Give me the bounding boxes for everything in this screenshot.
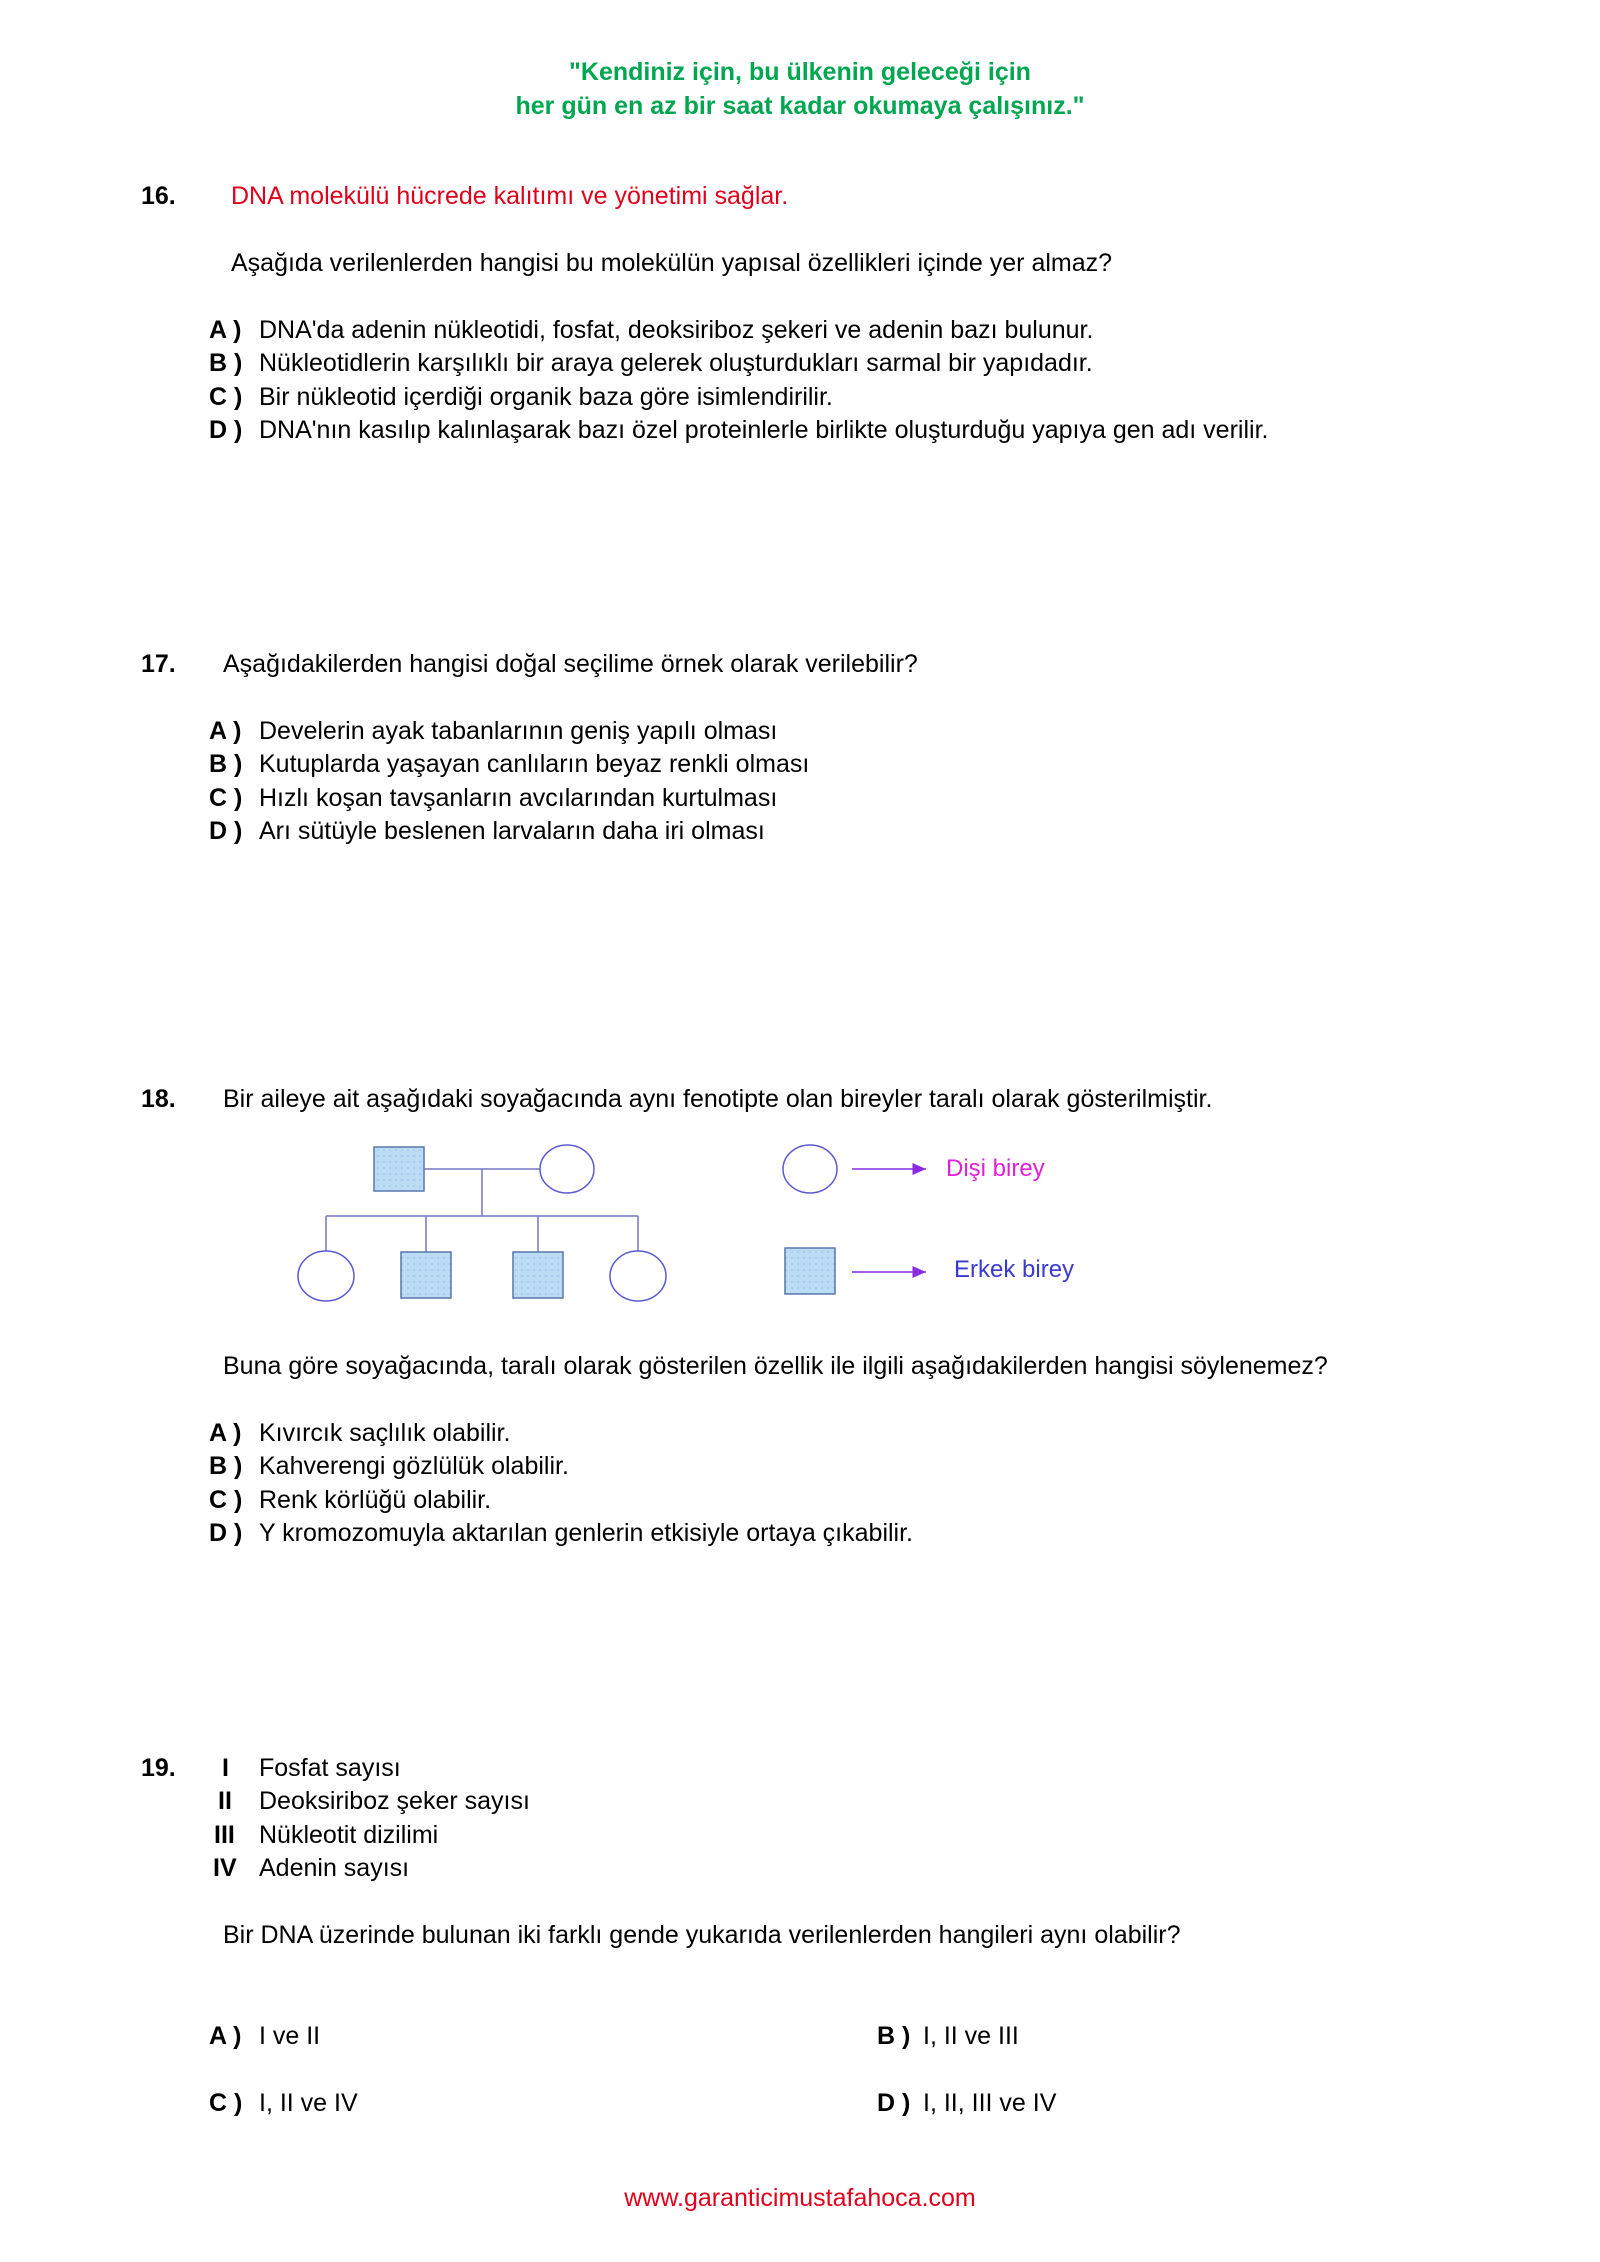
q19-item-3-text: Nükleotit dizilimi [259,1821,439,1849]
pedigree-mother-circle [540,1145,594,1193]
q18-option-b-letter[interactable]: B ) [209,1452,243,1480]
q19-option-b-letter[interactable]: B ) [877,2022,911,2050]
q17-option-d-text[interactable]: Arı sütüyle beslenen larvaların daha iri olması [259,817,765,845]
q17-option-a-text[interactable]: Develerin ayak tabanlarının geniş yapılı olması [259,717,778,745]
q16-option-c-text[interactable]: Bir nükleotid içerdiği organik baza göre isimlendirilir. [259,383,833,411]
pedigree-father-affected-square [374,1147,424,1191]
header-quote-line-1: "Kendiniz için, bu ülkenin geleceği için [569,58,1031,86]
q17-option-b-text[interactable]: Kutuplarda yaşayan canlıların beyaz renkli olması [259,750,810,778]
pedigree-child-2-affected-male-square [401,1252,451,1298]
pedigree-child-1-female-circle [298,1251,354,1301]
q19-item-3-roman: III [214,1821,235,1849]
question-19-number: 19. [141,1754,176,1782]
q18-option-c-letter[interactable]: C ) [209,1486,243,1514]
q19-option-d-letter[interactable]: D ) [877,2089,911,2117]
q19-item-2-roman: II [218,1787,232,1815]
q16-option-d-letter[interactable]: D ) [209,416,243,444]
q19-item-1-text: Fosfat sayısı [259,1754,401,1782]
pedigree-child-4-female-circle [610,1251,666,1301]
pedigree-diagram [280,1130,1100,1310]
q17-option-b-letter[interactable]: B ) [209,750,243,778]
q16-option-a-text[interactable]: DNA'da adenin nükleotidi, fosfat, deoksiriboz şekeri ve adenin bazı bulunur. [259,316,1094,344]
pedigree-child-3-affected-male-square [513,1252,563,1298]
question-17-text: Aşağıdakilerden hangisi doğal seçilime örnek olarak verilebilir? [223,650,918,678]
q19-option-c-letter[interactable]: C ) [209,2089,243,2117]
legend-female-circle [783,1145,837,1193]
q17-option-c-letter[interactable]: C ) [209,784,243,812]
legend-male-label: Erkek birey [954,1256,1075,1283]
q16-option-c-letter[interactable]: C ) [209,383,243,411]
q19-option-a-letter[interactable]: A ) [209,2022,242,2050]
q18-option-a-text[interactable]: Kıvırcık saçlılık olabilir. [259,1419,511,1447]
legend-male-square [785,1248,835,1294]
header-quote-line-2: her gün en az bir saat kadar okumaya çalışınız." [515,92,1085,120]
q19-item-1-roman: I [222,1754,229,1782]
q19-option-c-text[interactable]: I, II ve IV [259,2089,358,2117]
question-18-number: 18. [141,1085,176,1113]
question-18-text: Buna göre soyağacında, taralı olarak gösterilen özellik ile ilgili aşağıdakilerden hangisi söylenemez? [223,1352,1328,1380]
q18-option-d-letter[interactable]: D ) [209,1519,243,1547]
q16-option-d-text[interactable]: DNA'nın kasılıp kalınlaşarak bazı özel proteinlerle birlikte oluşturduğu yapıya gen adı verilir. [259,416,1269,444]
q18-option-d-text[interactable]: Y kromozomuyla aktarılan genlerin etkisiyle ortaya çıkabilir. [259,1519,913,1547]
question-16-statement: DNA molekülü hücrede kalıtımı ve yönetimi sağlar. [231,182,789,210]
q16-option-b-text[interactable]: Nükleotidlerin karşılıklı bir araya gelerek oluşturdukları sarmal bir yapıdadır. [259,349,1093,377]
q18-option-a-letter[interactable]: A ) [209,1419,242,1447]
q19-option-b-text[interactable]: I, II ve III [923,2022,1019,2050]
q19-item-4-text: Adenin sayısı [259,1854,410,1882]
question-17-number: 17. [141,650,176,678]
legend-female-label: Dişi birey [946,1155,1045,1182]
q18-option-c-text[interactable]: Renk körlüğü olabilir. [259,1486,492,1514]
question-19-text: Bir DNA üzerinde bulunan iki farklı gende yukarıda verilenlerden hangileri aynı olabilir? [223,1921,1181,1949]
question-16-text: Aşağıda verilenlerden hangisi bu molekülün yapısal özellikleri içinde yer almaz? [231,249,1113,277]
question-16-number: 16. [141,182,176,210]
q19-option-a-text[interactable]: I ve II [259,2022,321,2050]
q16-option-b-letter[interactable]: B ) [209,349,243,377]
q19-item-2-text: Deoksiriboz şeker sayısı [259,1787,530,1815]
q18-option-b-text[interactable]: Kahverengi gözlülük olabilir. [259,1452,569,1480]
q16-option-a-letter[interactable]: A ) [209,316,242,344]
q19-option-d-text[interactable]: I, II, III ve IV [923,2089,1057,2117]
question-18-intro: Bir aileye ait aşağıdaki soyağacında aynı fenotipte olan bireyler taralı olarak gösterilmiştir. [223,1085,1213,1113]
q19-item-4-roman: IV [213,1854,237,1882]
q17-option-c-text[interactable]: Hızlı koşan tavşanların avcılarından kurtulması [259,784,778,812]
q17-option-d-letter[interactable]: D ) [209,817,243,845]
q17-option-a-letter[interactable]: A ) [209,717,242,745]
footer-website-link[interactable]: www.garanticimustafahoca.com [624,2184,976,2212]
